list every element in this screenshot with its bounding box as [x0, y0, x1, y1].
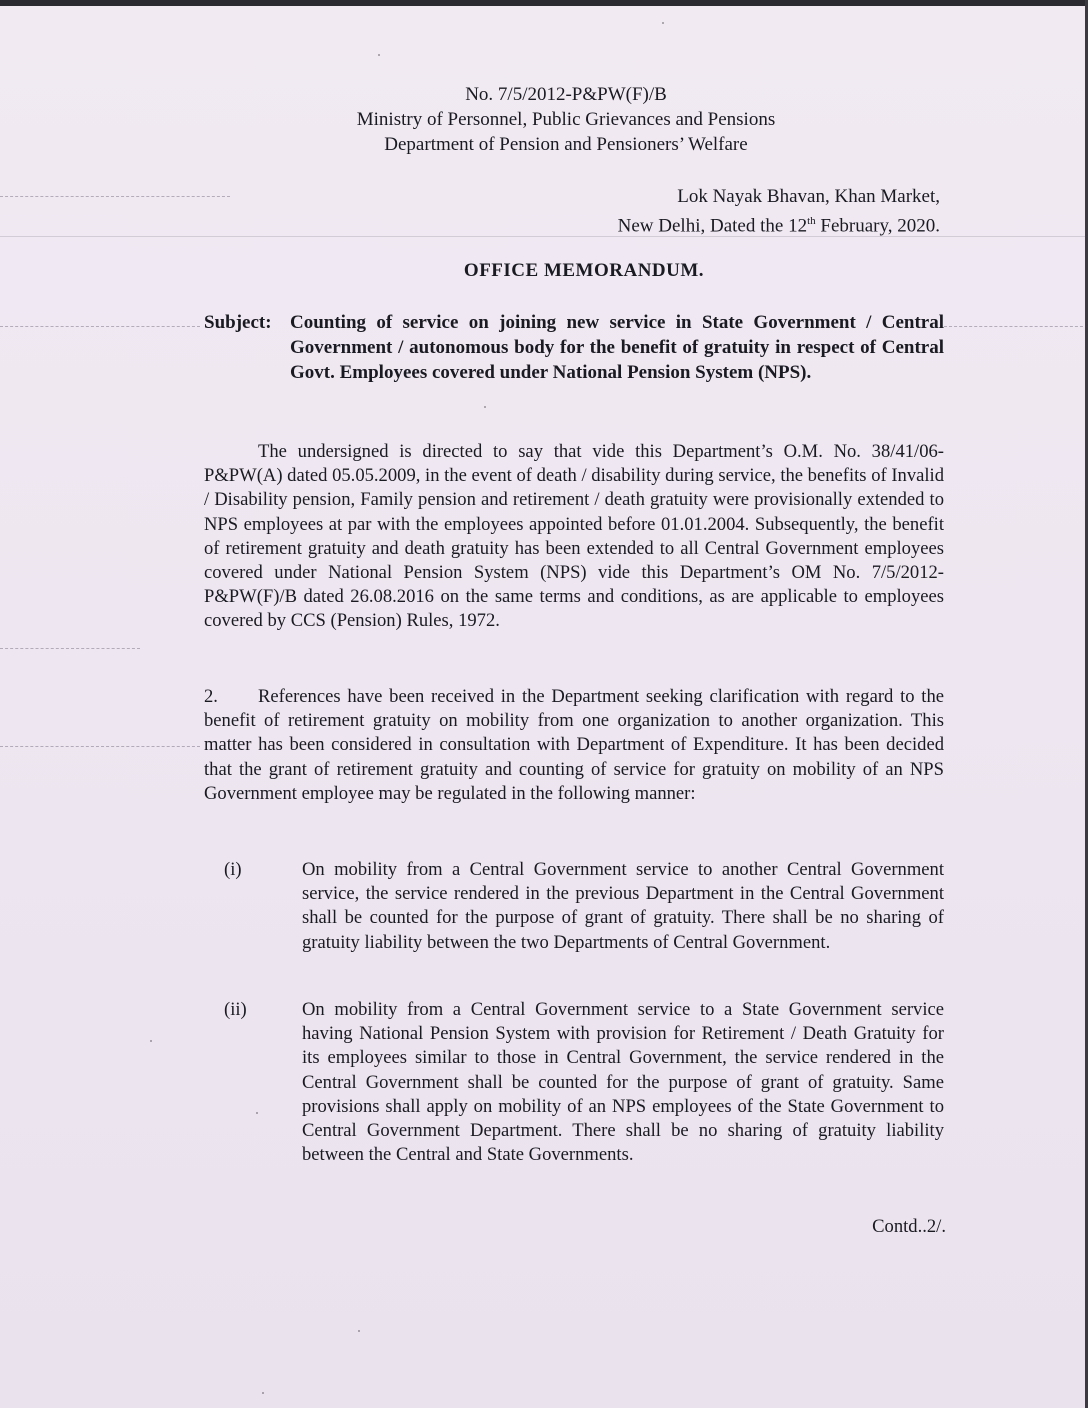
- scan-speck: [358, 1330, 360, 1332]
- scan-artifact-line: [0, 648, 140, 649]
- date-superscript: th: [807, 215, 816, 227]
- paragraph-2-number: 2.: [204, 686, 218, 707]
- list-item-marker: (ii): [224, 999, 247, 1020]
- ministry-name: Ministry of Personnel, Public Grievances and Pensions: [356, 109, 776, 130]
- date-prefix: New Delhi, Dated the 12: [617, 215, 808, 237]
- scan-speck: [262, 1392, 264, 1394]
- subject-text: Counting of service on joining new service in State Government / Central Government / autonomous body for the benefit of gratuity in respect of Central Govt. Employees covered under National Pension System (NPS).: [290, 312, 944, 383]
- document-header: [0, 82, 1088, 157]
- paragraph-2-text: References have been received in the Department seeking clarification with regard to the benefit of retirement gratuity on mobility from one organization to another organization. This matter has been considered in consultation with Department of Expenditure. It has been decided that the grant of retirement gratuity and counting of service for gratuity on mobility of an NPS Government employee may be regulated in the following manner:: [204, 686, 944, 804]
- scan-artifact-line: [0, 326, 200, 327]
- address-block: [618, 184, 940, 238]
- list-item-marker: (i): [224, 859, 242, 880]
- scan-artifact-line: [0, 196, 230, 197]
- date-suffix: February, 2020.: [815, 215, 940, 237]
- list-item-text: On mobility from a Central Government service to a State Government service having National Pension System with provision for Retirement / Death Gratuity for its employees similar to those in Central Government, the service rendered in the Central Government shall be counted for the purpose of grant of gratuity. Same provisions shall apply on mobility of an NPS employees of the State Government to Central Government Department. There shall be no sharing of gratuity liability between the Central and State Governments.: [302, 999, 944, 1166]
- subject-label: Subject:: [204, 312, 272, 333]
- list-item: [224, 858, 944, 955]
- scan-speck: [662, 22, 664, 24]
- scan-artifact-line: [944, 326, 1088, 327]
- list-item: [224, 998, 944, 1167]
- scan-speck: [484, 406, 486, 408]
- memo-title: [0, 260, 1088, 282]
- file-number: No. 7/5/2012-P&PW(F)/B: [465, 84, 667, 105]
- scan-artifact-line: [0, 746, 200, 747]
- address-line-2: [618, 209, 940, 238]
- subject-block: [204, 310, 944, 385]
- scan-speck: [150, 1040, 152, 1042]
- department-name: Department of Pension and Pensioners’ Welfare: [384, 134, 748, 155]
- paragraph-2: [204, 685, 944, 806]
- list-item-text: On mobility from a Central Government service to another Central Government service, the service rendered in the previous Department in the Central Government shall be counted for the purpose of grant of gratuity. There shall be no sharing of gratuity liability between the two Departments of Central Government.: [302, 859, 944, 953]
- paragraph-1: The undersigned is directed to say that vide this Department’s O.M. No. 38/41/06-P&PW(A) dated 05.05.2009, in the event of death / disability during service, the benefits of Invalid / Disability pension, Family pension and retirement / death gratuity were provisionally extended to NPS employees at par with the employees appointed before 01.01.2004. Subsequently, the benefit of retirement gratuity and death gratuity has been extended to all Central Government employees covered under National Pension System (NPS) vide this Department’s OM No. 7/5/2012-P&PW(F)/B dated 26.08.2016 on the same terms and conditions, as are applicable to employees covered by CCS (Pension) Rules, 1972.: [204, 441, 944, 632]
- scan-speck: [378, 54, 380, 56]
- continuation-note: Contd..2/.: [872, 1216, 946, 1237]
- memo-title-text: OFFICE MEMORANDUM.: [463, 260, 705, 281]
- scan-edge-top: [0, 0, 1088, 6]
- address-line-1: Lok Nayak Bhavan, Khan Market,: [677, 186, 940, 207]
